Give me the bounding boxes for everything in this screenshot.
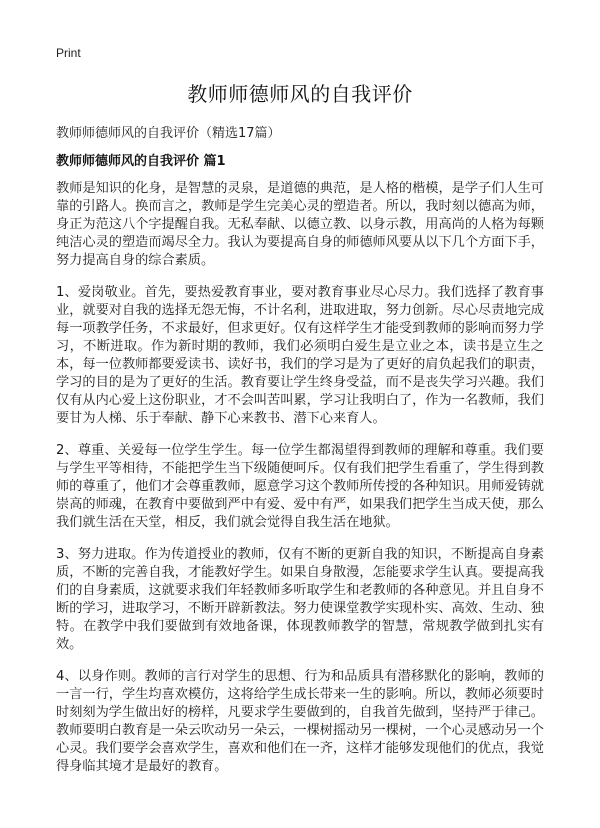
paragraph-3: 3、努力进取。作为传道授业的教师，仅有不断的更新自我的知识，不断提高自身素质，不断的完善自我，才能教好学生。如果自身散漫，怎能要求学生认真。要提高我们的自身素质，这就要求我们年轻教师多听取学生和老教师的各种意见。并且自身不断的学习，进取学习，不断开辟新教法。努力使课堂教学实现朴实、高效、生动、独特。在教学中我们要做到有效地备课，体现教师教学的智慧，常规教学做到扎实有效。 [56,547,544,652]
paragraph-2: 2、尊重、关爱每一位学生学生。每一位学生都渴望得到教师的理解和尊重。我们要与学生平等相待，不能把学生当下级随便呵斥。仅有我们把学生看重了，学生得到教师的尊重了，他们才会尊重教师，愿意学习这个教师所传授的各种知识。用师爱铸就崇高的师魂，在教育中要做到严中有爱、爱中有严，如果我们把学生当成天使，那么我们就生活在天堂，相反，我们就会觉得自我生活在地狱。 [56,443,544,530]
print-link[interactable]: Print [56,46,81,60]
document-body [56,180,544,790]
paragraph-4: 4、以身作则。教师的言行对学生的思想、行为和品质具有潜移默化的影响，教师的一言一行，学生均喜欢模仿，这将给学生成长带来一生的影响。所以，教师必须要时时刻刻为学生做出好的榜样，凡要求学生要做到的，自我首先做到，坚持严于律己。教师要明白教育是一朵云吹动另一朵云，一棵树摇动另一棵树，一个心灵感动另一个心灵。我们要学会喜欢学生，喜欢和他们在一齐，这样才能够发现他们的优点，我觉得身临其境才是最好的教育。 [56,669,544,774]
paragraph-intro: 教师是知识的化身，是智慧的灵泉，是道德的典范，是人格的楷模，是学子们人生可靠的引路人。换而言之，教师是学生完美心灵的塑造者。所以，我时刻以德高为师，身正为范这八个字提醒自我。无私奉献、以德立教、以身示教，用高尚的人格为每颗纯洁心灵的塑造而竭尽全力。我认为要提高自身的师德师风要从以下几个方面下手，努力提高自身的综合素质。 [56,181,544,268]
section-heading: 教师师德师风的自我评价 篇1 [56,154,226,169]
paragraph-1: 1、爱岗敬业。首先，要热爱教育事业，要对教育事业尽心尽力。我们选择了教育事业，就要对自我的选择无怨无悔，不计名利，进取进取，努力创新。尽心尽责地完成每一项教学任务，不求最好，但求更好。仅有这样学生才能受到教师的影响而努力学习，不断进取。作为新时期的教师，我们必须明白爱生是立业之本，读书是立生之本，每一位教师都要爱读书、读好书，我们的学习是为了更好的肩负起我们的职责，学习的目的是为了更好的生活。教育要让学生终身受益，而不是丧失学习兴趣。我们仅有从内心爱上这份职业，才不会叫苦叫累，学习让我明白了，作为一名教师，我们要甘为人梯、乐于奉献、静下心来教书、潜下心来育人。 [56,285,544,426]
document-subtitle: 教师师德师风的自我评价（精选17篇） [56,126,281,141]
document-title: 教师师德师风的自我评价 [187,82,413,106]
